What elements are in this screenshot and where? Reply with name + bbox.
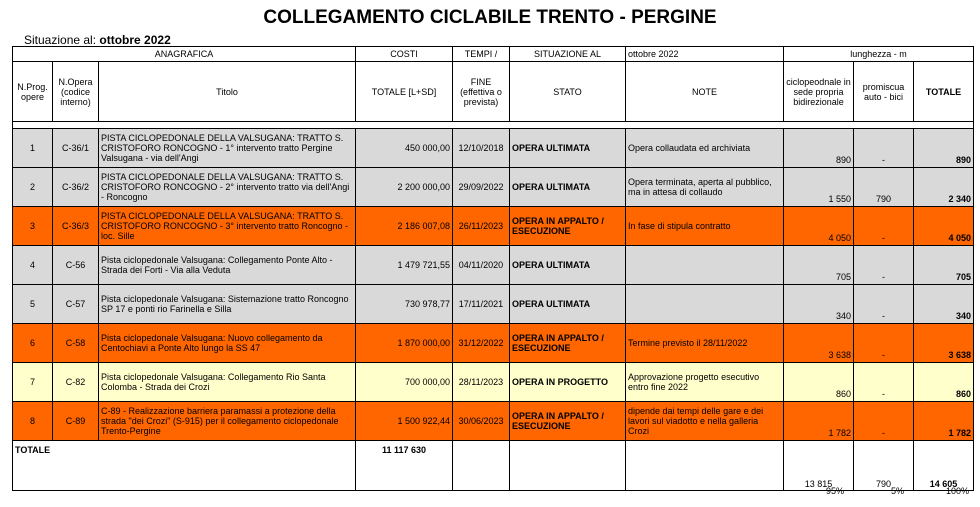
cell-note: Opera collaudata ed archiviata: [626, 129, 784, 168]
cell-costo: 450 000,00: [356, 129, 453, 168]
cell-titolo: C-89 - Realizzazione barriera paramassi a protezione della strada "dei Crozi" (S-915) per il collegamento ciclopedonale Trento-Pergine: [99, 402, 356, 441]
cell-totale: 4 050: [914, 207, 974, 246]
cell-ciclo: 705: [784, 246, 854, 285]
totals-label: TOTALE: [13, 441, 356, 491]
cell-totale: 1 782: [914, 402, 974, 441]
cell-costo: 1 479 721,55: [356, 246, 453, 285]
cell-note: [626, 246, 784, 285]
cell-fine: 30/06/2023: [453, 402, 510, 441]
cell-code: C-56: [53, 246, 99, 285]
cell-titolo: PISTA CICLOPEDONALE DELLA VALSUGANA: TRATTO S. CRISTOFORO RONCOGNO - 1° intervento tratto Pergine Valsugana - via dell'Angi: [99, 129, 356, 168]
cell-stato: OPERA IN PROGETTO: [510, 363, 626, 402]
cell-code: C-36/1: [53, 129, 99, 168]
cell-promiscua: -: [854, 285, 914, 324]
cell-stato: OPERA IN APPALTO / ESECUZIONE: [510, 207, 626, 246]
cell-promiscua: 790: [854, 168, 914, 207]
cell-promiscua: -: [854, 246, 914, 285]
cell-totale: 860: [914, 363, 974, 402]
group-costi: COSTI: [356, 47, 453, 62]
cell-ciclo: 4 050: [784, 207, 854, 246]
cell-prog: 5: [13, 285, 53, 324]
cell-fine: 29/09/2022: [453, 168, 510, 207]
cell-code: C-57: [53, 285, 99, 324]
cell-prog: 7: [13, 363, 53, 402]
cell-note: Termine previsto il 28/11/2022: [626, 324, 784, 363]
cell-stato: OPERA ULTIMATA: [510, 285, 626, 324]
cell-fine: 12/10/2018: [453, 129, 510, 168]
header-nopera: N.Opera (codice interno): [53, 62, 99, 122]
cell-note: Approvazione progetto esecutivo entro fine 2022: [626, 363, 784, 402]
table-row: [13, 324, 974, 363]
projects-table: [12, 46, 974, 491]
cell-costo: 2 186 007,08: [356, 207, 453, 246]
column-header-row: [13, 62, 974, 122]
cell-fine: 17/11/2021: [453, 285, 510, 324]
cell-stato: OPERA IN APPALTO / ESECUZIONE: [510, 324, 626, 363]
cell-costo: 1 870 000,00: [356, 324, 453, 363]
header-totale-lsd: TOTALE [L+SD]: [356, 62, 453, 122]
cell-totale: 705: [914, 246, 974, 285]
cell-code: C-89: [53, 402, 99, 441]
group-lunghezza: lunghezza - m: [784, 47, 974, 62]
cell-promiscua: -: [854, 363, 914, 402]
cell-totale: 3 638: [914, 324, 974, 363]
pct-totale: 100%: [946, 486, 970, 496]
cell-titolo: Pista ciclopedonale Valsugana: Sistemazione tratto Roncogno SP 17 e ponti rio Farinella e Silla: [99, 285, 356, 324]
cell-prog: 8: [13, 402, 53, 441]
totals-promiscua: 790: [854, 441, 914, 491]
cell-titolo: Pista ciclopedonale Valsugana: Nuovo collegamento da Centochiavi a Ponte Alto lungo la SS 47: [99, 324, 356, 363]
cell-code: C-58: [53, 324, 99, 363]
totals-ciclo: 13 815: [784, 441, 854, 491]
cell-ciclo: 3 638: [784, 324, 854, 363]
rows-body: [13, 129, 974, 441]
totals-costo: 11 117 630: [356, 441, 453, 491]
cell-fine: 28/11/2023: [453, 363, 510, 402]
table-row: [13, 402, 974, 441]
cell-ciclo: 860: [784, 363, 854, 402]
header-ciclo: ciclopeodnale in sede propria bidirezionale: [784, 62, 854, 122]
cell-stato: OPERA ULTIMATA: [510, 129, 626, 168]
cell-fine: 31/12/2022: [453, 324, 510, 363]
cell-totale: 890: [914, 129, 974, 168]
cell-note: dipende dai tempi delle gare e dei lavori sul viadotto e nella galleria Crozi: [626, 402, 784, 441]
cell-prog: 6: [13, 324, 53, 363]
situazione-line: [24, 33, 171, 47]
header-note: NOTE: [626, 62, 784, 122]
cell-costo: 700 000,00: [356, 363, 453, 402]
cell-fine: 04/11/2020: [453, 246, 510, 285]
cell-prog: 2: [13, 168, 53, 207]
header-stato: STATO: [510, 62, 626, 122]
cell-prog: 3: [13, 207, 53, 246]
pct-ciclo: 95%: [826, 486, 845, 496]
header-titolo: Titolo: [99, 62, 356, 122]
group-anagrafica: ANAGRAFICA: [13, 47, 356, 62]
header-totale: TOTALE: [914, 62, 974, 122]
page-title: COLLEGAMENTO CICLABILE TRENTO - PERGINE: [263, 7, 717, 28]
cell-titolo: Pista ciclopedonale Valsugana: Collegamento Rio Santa Colomba - Strada dei Crozi: [99, 363, 356, 402]
situazione-label: Situazione al:: [24, 33, 97, 47]
cell-prog: 4: [13, 246, 53, 285]
cell-ciclo: 1 782: [784, 402, 854, 441]
totals-row: [13, 441, 974, 491]
table-row: [13, 129, 974, 168]
cell-note: Opera terminata, aperta al pubblico, ma in attesa di collaudo: [626, 168, 784, 207]
totals-totale: 14 605: [914, 441, 974, 491]
situazione-value: ottobre 2022: [99, 33, 171, 47]
cell-ciclo: 890: [784, 129, 854, 168]
cell-code: C-82: [53, 363, 99, 402]
header-nprog: N.Prog. opere: [13, 62, 53, 122]
group-situazione: SITUAZIONE AL: [510, 47, 626, 62]
table-row: [13, 363, 974, 402]
cell-promiscua: -: [854, 402, 914, 441]
cell-note: In fase di stipula contratto: [626, 207, 784, 246]
cell-totale: 340: [914, 285, 974, 324]
cell-costo: 1 500 922,44: [356, 402, 453, 441]
cell-code: C-36/3: [53, 207, 99, 246]
cell-promiscua: -: [854, 324, 914, 363]
cell-costo: 2 200 000,00: [356, 168, 453, 207]
cell-ciclo: 1 550: [784, 168, 854, 207]
table-row: [13, 285, 974, 324]
table-row: [13, 168, 974, 207]
cell-stato: OPERA ULTIMATA: [510, 246, 626, 285]
cell-stato: OPERA ULTIMATA: [510, 168, 626, 207]
cell-code: C-36/2: [53, 168, 99, 207]
table-row: [13, 207, 974, 246]
header-fine: FINE (effettiva o prevista): [453, 62, 510, 122]
spacer-row: [13, 122, 974, 129]
table-row: [13, 246, 974, 285]
header-promiscua: promiscua auto - bici: [854, 62, 914, 122]
cell-titolo: PISTA CICLOPEDONALE DELLA VALSUGANA: TRATTO S. CRISTOFORO RONCOGNO - 3° intervento tratto Roncogno - loc. Sille: [99, 207, 356, 246]
cell-titolo: PISTA CICLOPEDONALE DELLA VALSUGANA: TRATTO S. CRISTOFORO RONCOGNO - 2° intervento tratto via dell'Angi - Roncogno: [99, 168, 356, 207]
cell-promiscua: -: [854, 207, 914, 246]
cell-stato: OPERA IN APPALTO / ESECUZIONE: [510, 402, 626, 441]
cell-ciclo: 340: [784, 285, 854, 324]
group-situazione-date: ottobre 2022: [626, 47, 784, 62]
cell-fine: 26/11/2023: [453, 207, 510, 246]
pct-promiscua: 5%: [891, 486, 905, 496]
cell-prog: 1: [13, 129, 53, 168]
cell-promiscua: -: [854, 129, 914, 168]
cell-totale: 2 340: [914, 168, 974, 207]
cell-note: [626, 285, 784, 324]
group-tempi: TEMPI /: [453, 47, 510, 62]
cell-titolo: Pista ciclopedonale Valsugana: Collegamento Ponte Alto - Strada dei Forti - Via alla Veduta: [99, 246, 356, 285]
group-header-row: [13, 47, 974, 62]
cell-costo: 730 978,77: [356, 285, 453, 324]
